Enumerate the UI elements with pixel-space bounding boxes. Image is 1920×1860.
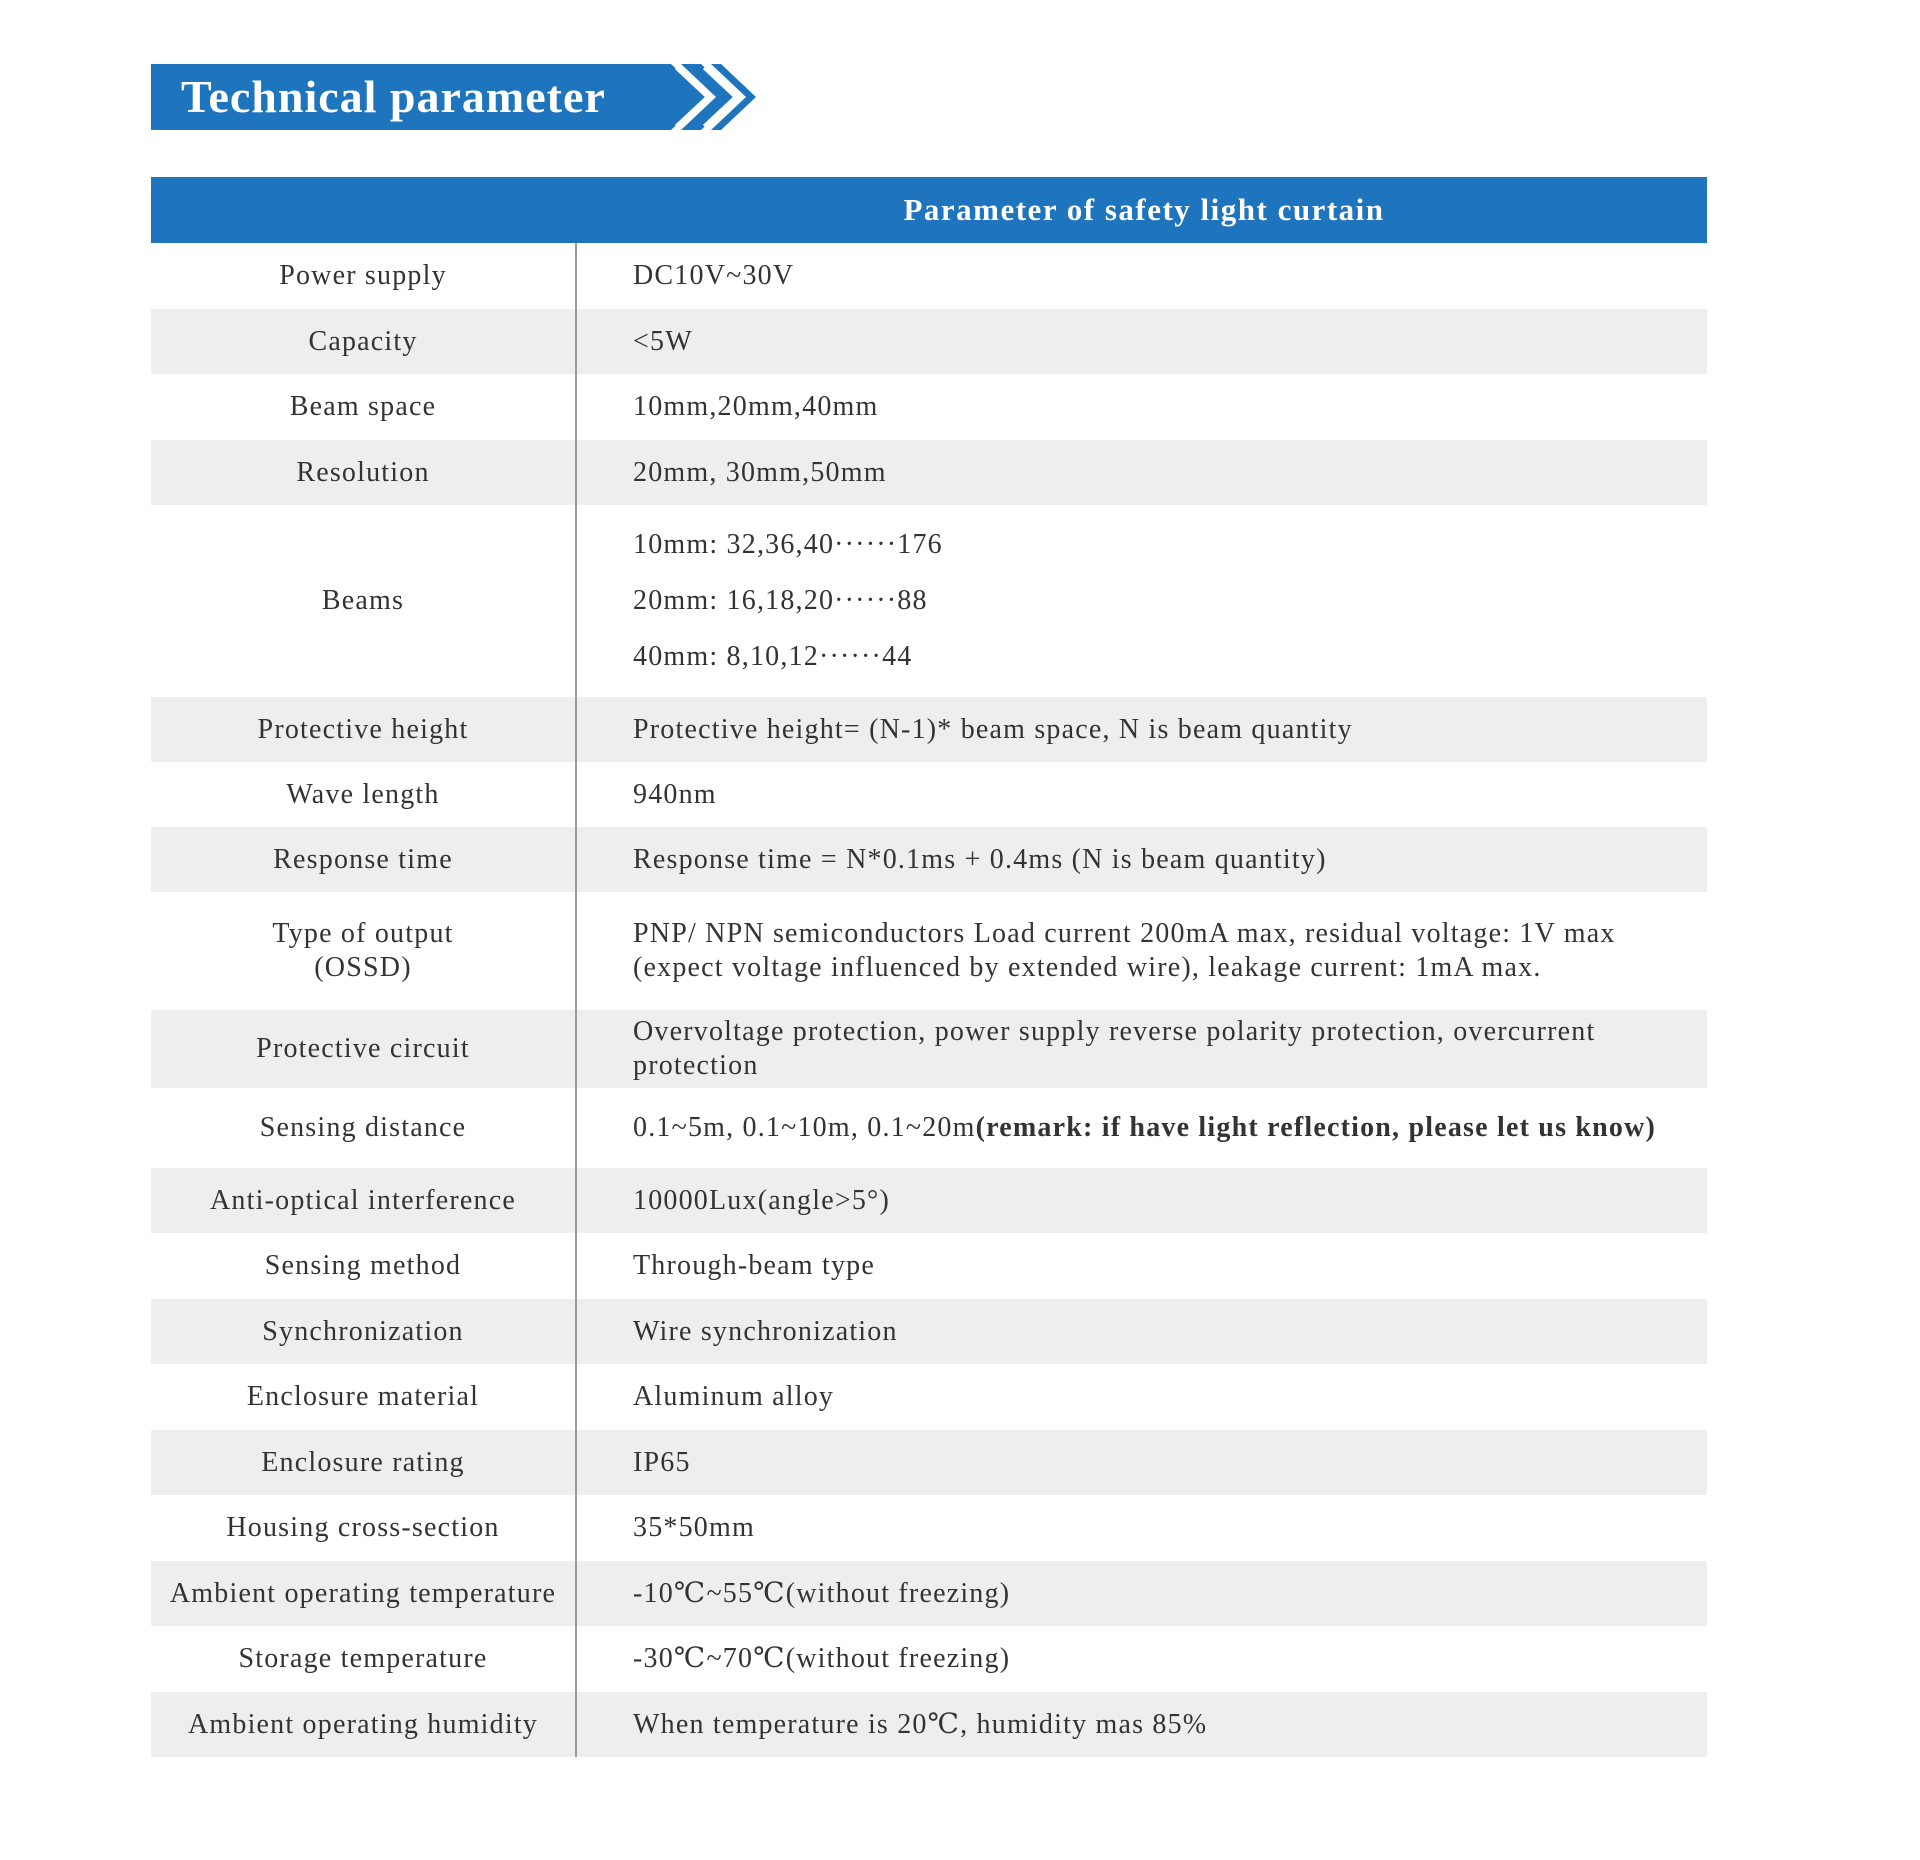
row-label: Power supply bbox=[151, 243, 577, 309]
row-label: Wave length bbox=[151, 762, 577, 827]
row-label: Beams bbox=[151, 505, 577, 697]
table-row bbox=[151, 1692, 1707, 1757]
row-value: Protective height= (N-1)* beam space, N is beam quantity bbox=[633, 713, 1353, 745]
row-label: Response time bbox=[151, 827, 577, 892]
value-line: Overvoltage protection, power supply reverse polarity protection, overcurrent bbox=[633, 1016, 1596, 1047]
row-label bbox=[151, 892, 577, 1010]
row-value: Through-beam type bbox=[633, 1250, 875, 1281]
row-value: -10℃~55℃(without freezing) bbox=[633, 1577, 1011, 1609]
value-line: protection bbox=[633, 1050, 759, 1081]
row-label-line: Type of output bbox=[272, 918, 454, 949]
table-row bbox=[151, 1088, 1707, 1168]
table-row bbox=[151, 762, 1707, 827]
parameter-table bbox=[151, 177, 1707, 1757]
page-title: Technical parameter bbox=[181, 71, 606, 122]
table-row bbox=[151, 1233, 1707, 1299]
row-label: Synchronization bbox=[151, 1299, 577, 1364]
beams-line: 10mm: 32,36,40······176 bbox=[633, 529, 943, 560]
row-label: Protective height bbox=[151, 697, 577, 762]
table-header bbox=[151, 177, 1707, 243]
row-label: Capacity bbox=[151, 309, 577, 374]
sensing-distance-line bbox=[633, 1111, 1687, 1145]
row-label: Ambient operating temperature bbox=[151, 1561, 577, 1626]
table-row bbox=[151, 1430, 1707, 1495]
table-row bbox=[151, 1168, 1707, 1233]
row-label: Protective circuit bbox=[151, 1010, 577, 1088]
row-value: 10mm,20mm,40mm bbox=[633, 391, 879, 422]
table-row bbox=[151, 892, 1707, 1010]
row-value: Wire synchronization bbox=[633, 1315, 898, 1347]
row-label: Enclosure material bbox=[151, 1364, 577, 1430]
section-banner bbox=[151, 64, 756, 130]
value-line: PNP/ NPN semiconductors Load current 200mA max, residual voltage: 1V max bbox=[633, 918, 1616, 949]
row-label: Housing cross-section bbox=[151, 1495, 577, 1561]
row-label: Resolution bbox=[151, 440, 577, 505]
sensing-distance-value: 0.1~5m, 0.1~10m, 0.1~20m bbox=[633, 1112, 976, 1143]
row-value: 20mm, 30mm,50mm bbox=[633, 456, 887, 488]
sensing-distance-remark: (remark: if have light reflection, please let us know) bbox=[975, 1112, 1657, 1143]
row-value: 940nm bbox=[633, 778, 717, 810]
row-label: Anti-optical interference bbox=[151, 1168, 577, 1233]
table-row bbox=[151, 827, 1707, 892]
table-row bbox=[151, 1010, 1707, 1088]
table-row bbox=[151, 697, 1707, 762]
beams-line: 20mm: 16,18,20······88 bbox=[633, 585, 928, 616]
row-value bbox=[577, 892, 1707, 1010]
row-label: Storage temperature bbox=[151, 1626, 577, 1692]
table-row bbox=[151, 374, 1707, 440]
table-row bbox=[151, 243, 1707, 309]
table-row bbox=[151, 1299, 1707, 1364]
row-value: <5W bbox=[633, 325, 693, 357]
row-value: DC10V~30V bbox=[633, 260, 795, 291]
row-value: 10000Lux(angle>5°) bbox=[633, 1184, 890, 1216]
table-row bbox=[151, 1495, 1707, 1561]
row-value: -30℃~70℃(without freezing) bbox=[633, 1643, 1011, 1674]
row-value bbox=[577, 1010, 1707, 1088]
row-value: IP65 bbox=[633, 1446, 691, 1478]
table-header-title: Parameter of safety light curtain bbox=[903, 192, 1385, 227]
table-row bbox=[151, 440, 1707, 505]
row-label: Sensing method bbox=[151, 1233, 577, 1299]
row-label: Enclosure rating bbox=[151, 1430, 577, 1495]
table-row bbox=[151, 1364, 1707, 1430]
table-row bbox=[151, 1561, 1707, 1626]
row-value: Aluminum alloy bbox=[633, 1381, 835, 1412]
row-value: 35*50mm bbox=[633, 1512, 755, 1543]
row-value bbox=[577, 1088, 1707, 1168]
row-label: Ambient operating humidity bbox=[151, 1692, 577, 1757]
table-row bbox=[151, 1626, 1707, 1692]
row-value bbox=[577, 505, 1707, 697]
row-label-line: (OSSD) bbox=[314, 952, 412, 983]
table-row bbox=[151, 309, 1707, 374]
table-row bbox=[151, 505, 1707, 697]
row-label: Sensing distance bbox=[151, 1088, 577, 1168]
value-line: (expect voltage influenced by extended wire), leakage current: 1mA max. bbox=[633, 952, 1542, 983]
row-label: Beam space bbox=[151, 374, 577, 440]
beams-line: 40mm: 8,10,12······44 bbox=[633, 641, 913, 672]
row-value: Response time = N*0.1ms + 0.4ms (N is beam quantity) bbox=[633, 843, 1327, 875]
row-value: When temperature is 20℃, humidity mas 85% bbox=[633, 1708, 1208, 1740]
